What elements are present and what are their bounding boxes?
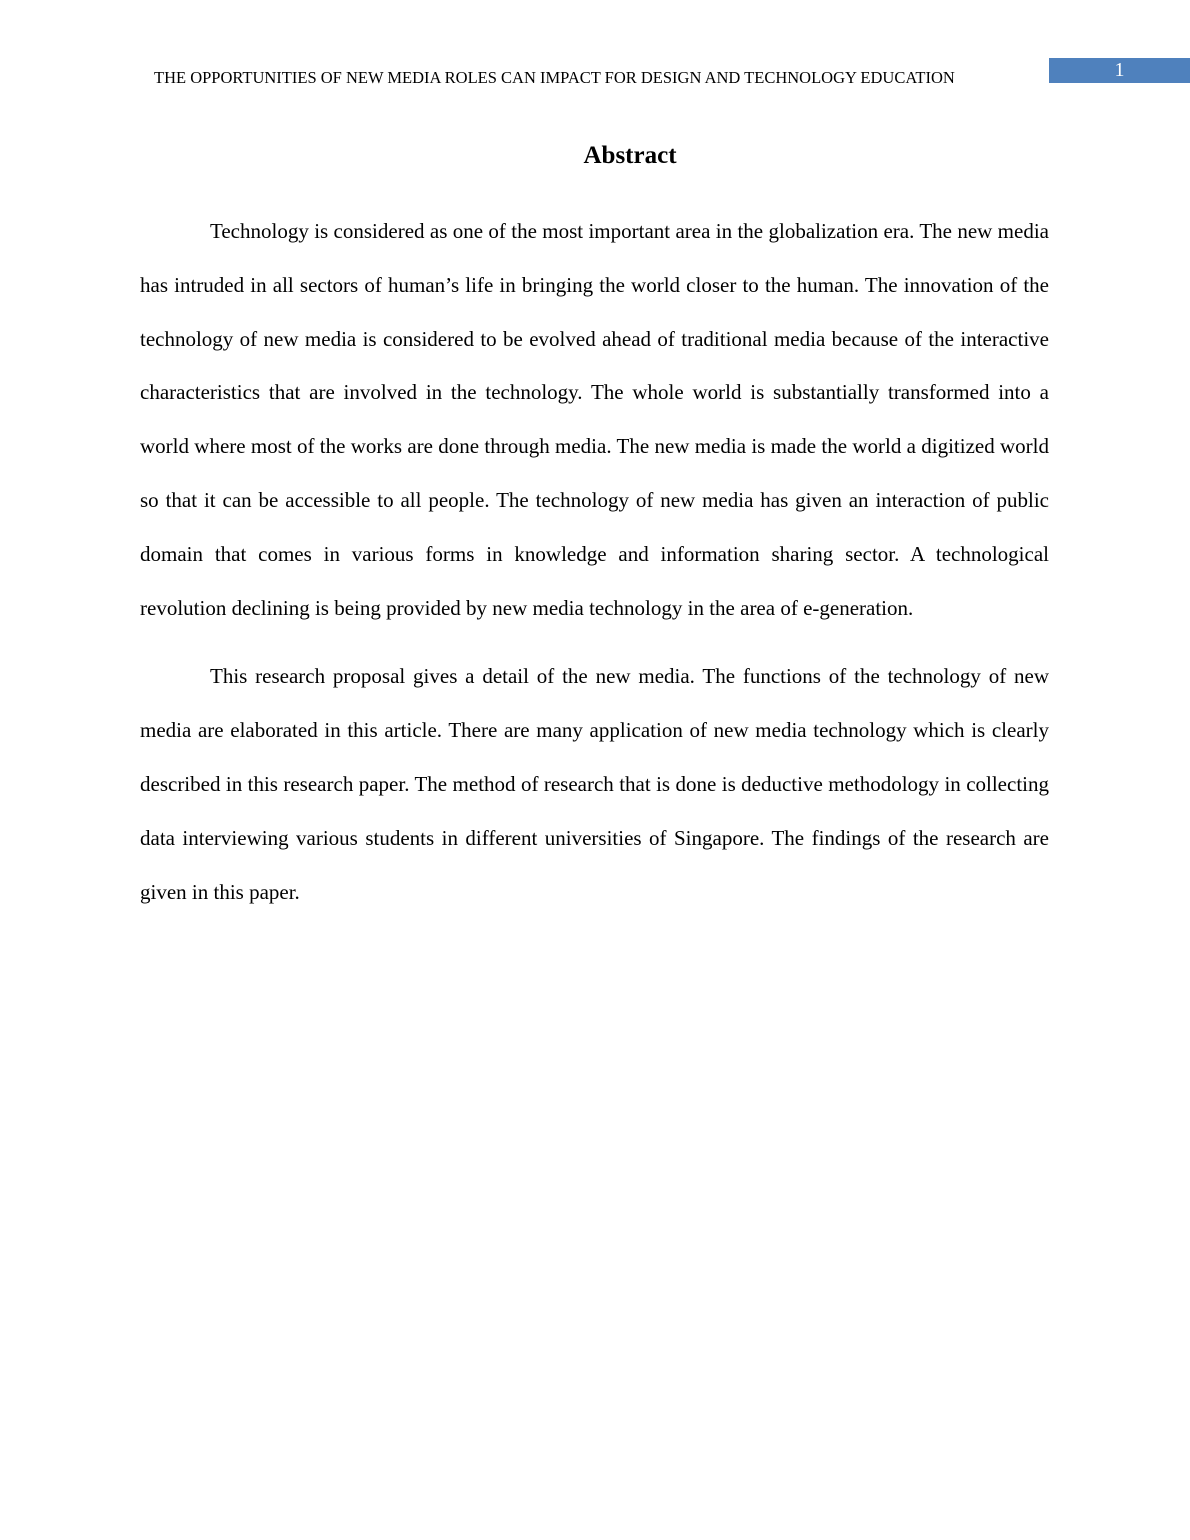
abstract-paragraph: This research proposal gives a detail of the new media. The functions of the technology of new media are elaborated in this article. There are many application of new media technology which is clearly described in this research paper. The method of research that is done is deductive methodology in collecting data interviewing various students in different universities of Singapore. The findings of the research are given in this paper. xyxy=(140,664,1049,904)
abstract-body xyxy=(140,205,1049,934)
running-head: THE OPPORTUNITIES OF NEW MEDIA ROLES CAN IMPACT FOR DESIGN AND TECHNOLOGY EDUCATION xyxy=(154,68,955,87)
page-number: 1 xyxy=(1049,58,1190,83)
abstract-paragraph: Technology is considered as one of the most important area in the globalization era. The new media has intruded in all sectors of human’s life in bringing the world closer to the human. The innovation of the technology of new media is considered to be evolved ahead of traditional media because of the interactive characteristics that are involved in the technology. The whole world is substantially transformed into a world where most of the works are done through media. The new media is made the world a digitized world so that it can be accessible to all people. The technology of new media has given an interaction of public domain that comes in various forms in knowledge and information sharing sector. A technological revolution declining is being provided by new media technology in the area of e-generation. xyxy=(140,219,1049,620)
abstract-heading: Abstract xyxy=(583,142,677,169)
